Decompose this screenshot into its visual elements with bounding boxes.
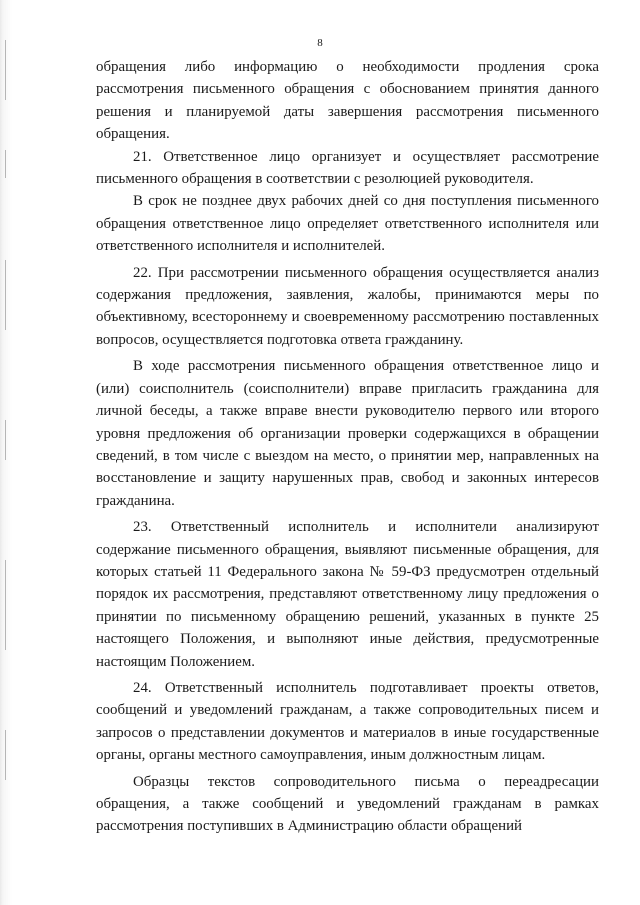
page-number: 8	[317, 37, 323, 49]
paragraph-item-24: 24. Ответственный исполнитель подготавливает проекты ответов, сообщений и уведомлений гражданам, а также сопроводительных писем и запросов о представлении документов и материалов в иные государственные органы, органы местного самоуправления, иным должностным лицам.	[96, 679, 599, 764]
paragraph-deadline: В срок не позднее двух рабочих дней со дня поступления письменного обращения ответственное лицо определяет ответственного исполнителя или ответственного исполнителя и исполнителей.	[96, 193, 599, 255]
paragraph-continuation: обращения либо информацию о необходимости продления срока рассмотрения письменного обращения с обоснованием принятия данного решения и планируемой даты завершения рассмотрения письменного обращения.	[96, 59, 599, 143]
document-body	[96, 56, 599, 838]
scan-edge-shadow	[0, 0, 12, 905]
paragraph-review-process: В ходе рассмотрения письменного обращения ответственное лицо и (или) соисполнитель (соисполнители) вправе пригласить гражданина для личной беседы, а также вправе внести руководителю первого или второго уровня предложения об организации проверки содержащихся в обращении сведений, в том числе с выездом на место, о принятии мер, направленных на восстановление и защиту нарушенных прав, свобод и законных интересов гражданина.	[96, 358, 599, 509]
paragraph-item-22: 22. При рассмотрении письменного обращения осуществляется анализ содержания предложения, заявления, жалобы, принимаются меры по объективному, всестороннему и своевременному рассмотрению поставленных вопросов, осуществляется подготовка ответа гражданину.	[96, 264, 599, 348]
paragraph-item-21: 21. Ответственное лицо организует и осуществляет рассмотрение письменного обращения в соответствии с резолюцией руководителя.	[96, 148, 599, 188]
paragraph-item-23: 23. Ответственный исполнитель и исполнители анализируют содержание письменного обращения, выявляют письменные обращения, для которых статьей 11 Федерального закона № 59-ФЗ предусмотрен отдельный порядок их рассмотрения, представляют ответственному лицу предложения о принятии по письменному обращению решений, указанных в пункте 25 настоящего Положения, и выполняют иные действия, предусмотренные настоящим Положением.	[96, 519, 599, 670]
paragraph-templates: Образцы текстов сопроводительного письма о переадресации обращения, а также сообщений и уведомлений гражданам в рамках рассмотрения поступивших в Администрацию области обращений	[96, 773, 599, 835]
